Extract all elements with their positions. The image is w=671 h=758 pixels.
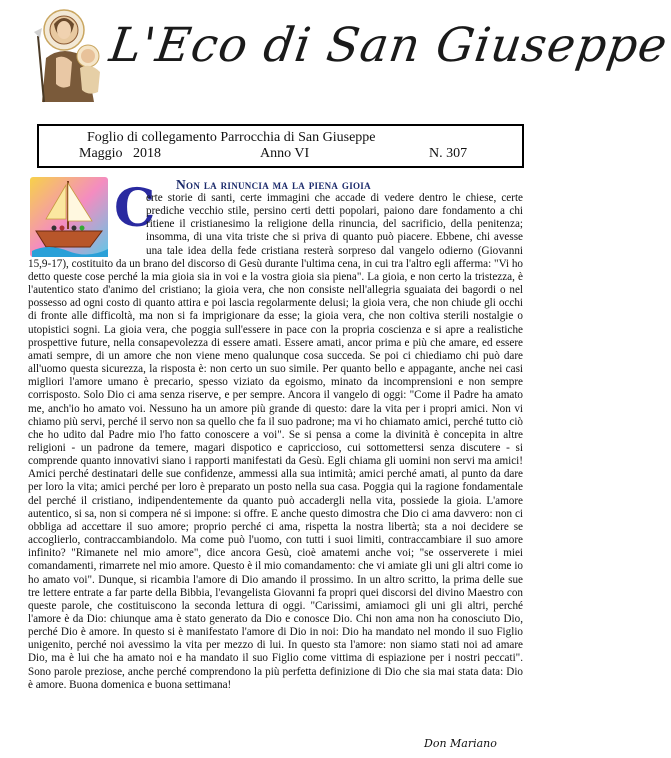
- issue-info-box: [37, 124, 524, 168]
- article-paragraph: erte storie di santi, certe immagini che accade di vedere dentro le chiese, certe prediche vecchio stile, persino certi detti popolari, paiono dare fondamento a chi ritiene il cristianesimo la religione della rinuncia, del sacrificio, della penitenza; insomma, di una vita triste che si priva di quanto può piacere. Ebbene, chi avesse una tale idea della fede cristiana resterà sorpreso dal vangelo odierno (Giovanni 15,9-17), costituito da un brano del discorso di Gesù durante l'ultima cena, in cui tra l'altro egli afferma: "Vi ho detto queste cose perché la mia gioia sia in voi e la vostra gioia sia piena". La gioia, e non certo la tristezza, è l'autentico stato d'animo del cristiano; la gioia vera, che non consiste nell'allegria sguaiata dei bagordi o nel possesso ad ogni costo di quanto attira e poi lascia regolarmente delusi; la gioia vera, che non chiude gli occhi di fronte alle difficoltà, ma non si fa imprigionare da esse; la gioia vera, che non coltiva sterili nostalgie o utopistici sogni. La gioia vera, che poggia sull'essere in pace con la propria coscienza e si apre a realistiche prospettive future, nella consapevolezza di essere amati. Essere amati, ancor prima e più che amare, ed essere amati sempre, di un amore che non viene meno qualunque cosa succeda. Se poi ci chiediamo chi può dare all'uomo questa sicurezza, la risposta è: non certo un suo simile. Per quanto bello e appagante, anche nei casi migliori l'amore umano è precario, spesso viziato da egoismo, minato da incomprensioni e non sempre corrisposto. Solo Dio ci ama senza riserve, e per sempre. Ancora il vangelo di oggi: "Come il Padre ha amato me, anch'io ho amato voi. Nessuno ha un amore più grande di questo: dare la vita per i propri amici. Non vi chiamo più servi, perché il servo non sa quello che fa il suo padrone; ma vi ho chiamato amici, perché tutto ciò che ho udito dal Padre mio l'ho fatto conoscere a voi". Se si pensa a come la divinità è concepita in altre religioni - un padrone da temere, magari dispotico e capriccioso, cui sottomettersi senza discutere - si comprende quanto innovativi siano i rapporti manifestati da Gesù. Egli chiama gli uomini non servi ma amici! Amici perché destinatari delle sue confidenze, ammessi alla sua intimità; amici perché amati, al punto da dare per loro la vita; amici perché per loro è preparato un posto nella sua casa. Poggia qui la ragione fondamentale del perché il cristiano, indipendentemente da quanto può accadergli nella vita, possiede la gioia. L'amore autentico, si sa, non si compera né si impone: si offre. E anche questo dimostra che Dio ci ama davvero: non ci obbliga ad accettare il suo amore; proprio perché ci ama, rispetta la nostra libertà; sta a noi decidere se accoglierlo, contraccambiandolo. Ma come può l'uomo, con tutti i suoi limiti, contraccambiare il suo amore infinito? "Rimanete nel mio amore", dice ancora Gesù, cioè amatemi anche voi; "se osserverete i miei comandamenti, rimarrete nel mio amore. Questo è il mio comandamento: che vi amiate gli uni gli altri come io ho amato voi". Dunque, si ricambia l'amore di Dio amando il prossimo. In un altro scritto, la prima delle sue tre lettere entrate a far parte della Bibbia, l'evangelista Giovanni fa propri quei discorsi del divino Maestro con queste parole, che costituiscono la seconda lettura di oggi. "Carissimi, amiamoci gli uni gli altri, perché l'amore è da Dio: chiunque ama è stato generato da Dio e conosce Dio. Chi non ama non ha conosciuto Dio, perché Dio è amore. In questo si è manifestato l'amore di Dio in noi: Dio ha mandato nel mondo il suo Figlio unigenito, perché noi avessimo la vita per mezzo di lui. In questo sta l'amore: non siamo stati noi ad amare Dio, ma è lui che ha amato noi e ha mandato il suo Figlio come vittima di espiazione per i nostri peccati". Sono parole preziose, anche perché comprendono la più perfetta definizione di Dio che sia mai stata data: Dio è amore. Buona domenica e buona settimana!: [28, 192, 523, 691]
- masthead-title: L'Eco di San Giuseppe: [106, 18, 671, 73]
- parish-subtitle: Foglio di collegamento Parrocchia di San Giuseppe: [87, 130, 376, 145]
- issue-year: 2018: [133, 146, 161, 161]
- issue-number: N. 307: [429, 146, 468, 161]
- article-title: Non la rinuncia ma la piena gioia: [176, 177, 371, 192]
- article-body: [28, 192, 523, 692]
- ship-wrap-spacer: [28, 192, 146, 257]
- drop-cap: C: [114, 178, 156, 239]
- issue-month: Maggio: [79, 146, 123, 161]
- signature: Don Mariano: [424, 737, 497, 750]
- issue-anno: Anno VI: [260, 146, 310, 161]
- saint-joseph-logo: [28, 6, 108, 102]
